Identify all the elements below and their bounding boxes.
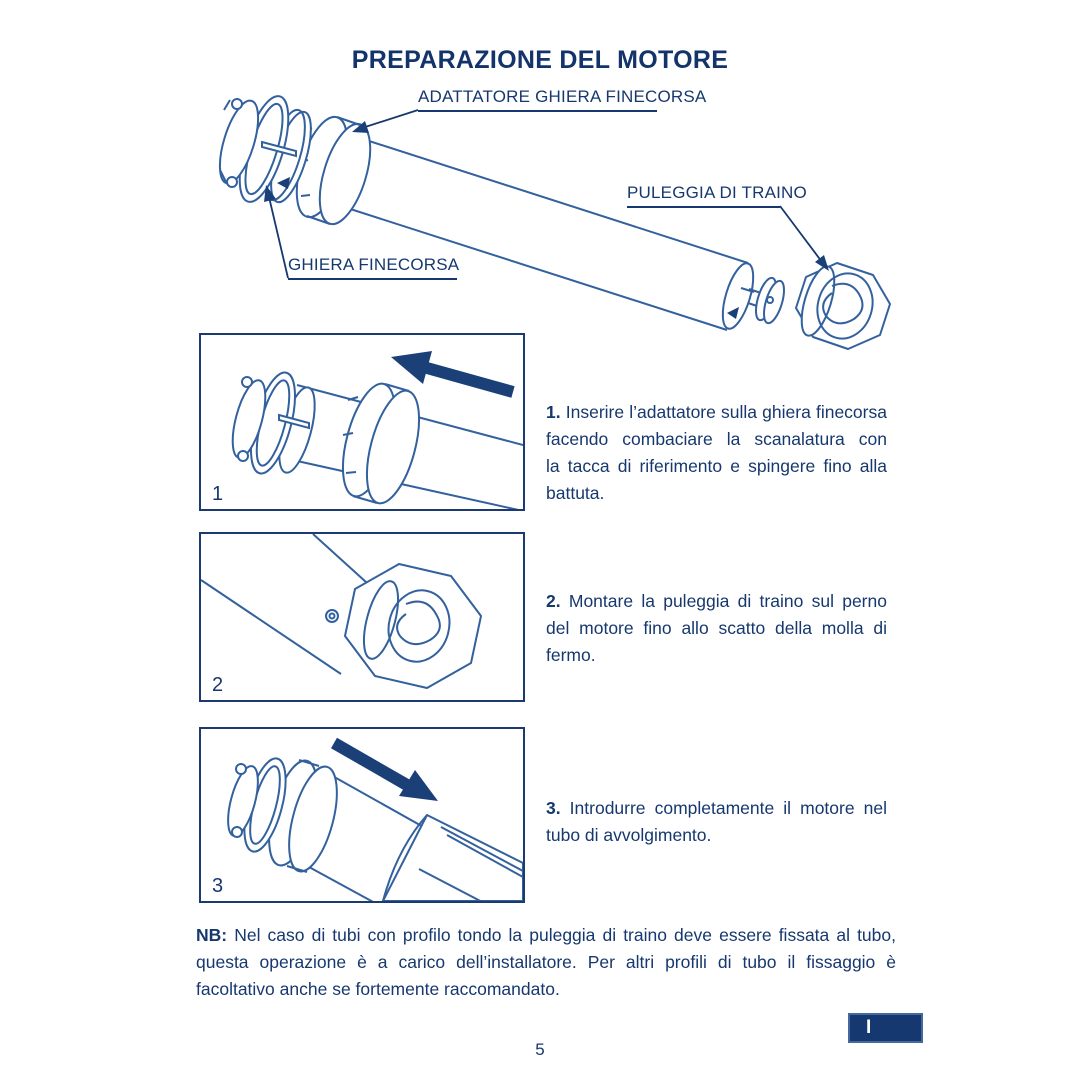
step-2-instructions [546, 588, 887, 669]
language-tab-italian [848, 1013, 923, 1043]
nb-marker: NB: [196, 925, 228, 945]
step-2-panel [199, 532, 525, 702]
nb-line-2: questa operazione è a carico dell’installatore. Per altri profili di tubo il fissaggio è [196, 952, 896, 972]
label-adattatore-ghiera-finecorsa: ADATTATORE GHIERA FINECORSA [418, 87, 657, 112]
nb-line-3: facoltativo anche se fortemente raccomandato. [196, 979, 560, 999]
step-3-line-1: Introdurre completamente il motore nel [569, 798, 887, 818]
step-2-line-3: fermo. [546, 645, 596, 665]
step-1-instructions [546, 399, 887, 507]
step-1-line-2: facendo combaciare la scanalatura con [546, 429, 887, 449]
step-1-line-4: battuta. [546, 483, 605, 503]
step-3-line-2: tubo di avvolgimento. [546, 825, 712, 845]
step-2-line-2: del motore fino allo scatto della molla di [546, 618, 887, 638]
language-tab-letter: I [866, 1017, 872, 1038]
step-1-line-1: Inserire l’adattatore sulla ghiera finecorsa [565, 402, 887, 422]
step-1-number: 1 [212, 483, 224, 505]
step-1-marker: 1. [546, 402, 561, 422]
page-number: 5 [535, 1040, 545, 1059]
page-title: PREPARAZIONE DEL MOTORE [351, 46, 729, 74]
nb-note [196, 922, 896, 1003]
step-2-marker: 2. [546, 591, 561, 611]
step-2-number: 2 [212, 674, 224, 696]
nb-line-1: Nel caso di tubi con profilo tondo la puleggia di traino deve essere fissata al tubo, [234, 925, 896, 945]
motor-assembly-drawing [150, 80, 950, 360]
label-ghiera-finecorsa: GHIERA FINECORSA [288, 255, 457, 280]
step-2-line-1: Montare la puleggia di traino sul perno [568, 591, 887, 611]
step-3-instructions [546, 795, 887, 849]
step-1-panel [199, 333, 525, 511]
step-1-figure [201, 335, 523, 509]
step-3-figure [201, 729, 523, 901]
step-1-line-3: la tacca di riferimento e spingere fino alla [546, 456, 887, 476]
step-3-number: 3 [212, 875, 224, 897]
step-3-panel [199, 727, 525, 903]
step-2-figure [201, 534, 523, 700]
step-3-marker: 3. [546, 798, 561, 818]
label-puleggia-di-traino: PULEGGIA DI TRAINO [627, 183, 780, 208]
